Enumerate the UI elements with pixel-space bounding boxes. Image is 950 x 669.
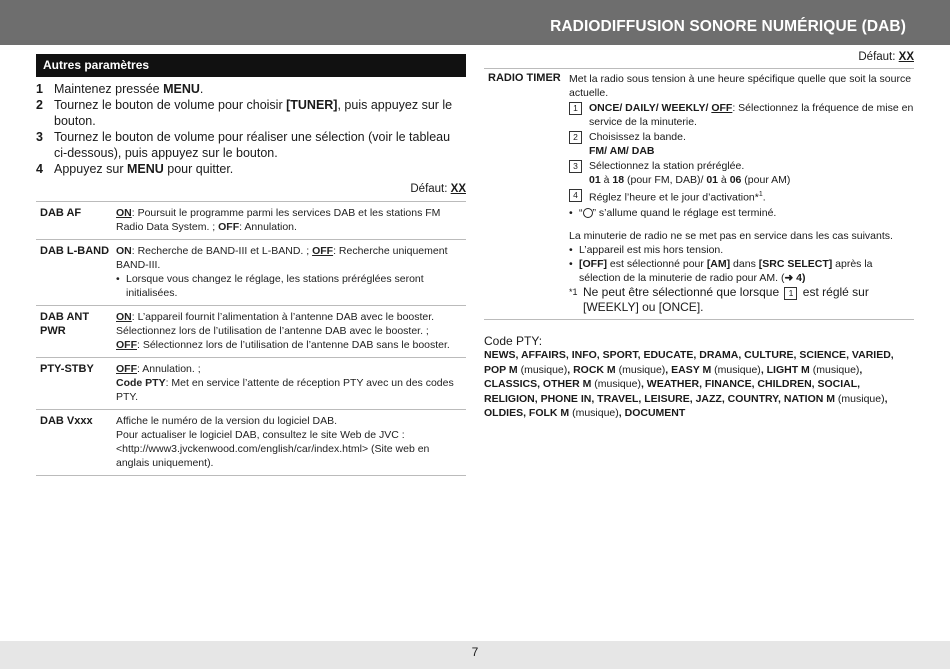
step-number-box: 1 bbox=[784, 287, 797, 300]
step-4: 4 Appuyez sur MENU pour quitter. bbox=[36, 162, 234, 176]
row-key: PTY-STBY bbox=[36, 358, 112, 410]
step-3: 3 Tournez le bouton de volume pour réaliser une sélection (voir le tableau ci-dessous), puis appuyez sur le bouton. bbox=[36, 130, 451, 160]
step-number-box: 3 bbox=[569, 160, 582, 173]
table-row bbox=[36, 410, 466, 476]
step-number-box: 1 bbox=[569, 102, 582, 115]
row-value: Met la radio sous tension à une heure spécifique quelle que soit la source actuelle. 1 ONCE/ DAILY/ WEEKLY/ OFF: Sélectionnez la fréquence de mise en service de la minuterie. 2 Choisissez la bande. FM/ AM/ DAB 3 Sélectionnez la station préréglée. 01 à 18 (pour FM, DAB)/ 01 à 06 (pour AM) 4 Réglez l’heure et le jour d’activation*$^1$. • “ ” s’allume quand le réglage est terminé. La minuterie de radio ne se met pas en service dans les cas suivants. • L’appareil est mis hors tension. • [OFF] est sélectionné pour [AM] dans [SRC SELECT] après la sélection de la minuterie de radio pour AM. (➜ 4) *1 Ne peut être sélectionné que lorsque 1 est réglé sur [WEEKLY] ou [ONCE]. bbox=[569, 73, 914, 314]
step-1: 1 Maintenez pressée MENU. bbox=[36, 82, 204, 96]
pty-codes: Code PTY: NEWS, AFFAIRS, INFO, SPORT, EDUCATE, DRAMA, CULTURE, SCIENCE, VARIED, POP M (musique), ROCK M (musique), EASY M (musique), LIGHT M (musique), CLASSICS, OTHER M (musique), WEATHER, FINANCE, CHILDREN, SOCIAL, RELIGION, PHONE IN, TRAVEL, LEISURE, JAZZ, COUNTRY, NATION M (musique), OLDIES, FOLK M (musique), DOCUMENT bbox=[484, 333, 894, 419]
step-number-box: 4 bbox=[569, 189, 582, 202]
table-row bbox=[36, 202, 466, 240]
settings-table bbox=[36, 201, 466, 476]
row-key: RADIO TIMER bbox=[488, 72, 561, 84]
row-key: DAB Vxxx bbox=[36, 410, 112, 476]
page-title: RADIODIFFUSION SONORE NUMÉRIQUE (DAB) bbox=[550, 18, 906, 35]
footnote: *1 Ne peut être sélectionné que lorsque 1 est réglé sur [WEEKLY] ou [ONCE]. bbox=[569, 284, 869, 314]
page-number: 7 bbox=[471, 645, 479, 659]
row-key: DAB L-BAND bbox=[36, 240, 112, 306]
row-value: OFF: Annulation. ; Code PTY: Met en service l’attente de réception PTY avec un des codes PTY. bbox=[112, 358, 466, 410]
footer-bar bbox=[0, 641, 950, 669]
table-row bbox=[36, 358, 466, 410]
row-value: Affiche le numéro de la version du logiciel DAB. Pour actualiser le logiciel DAB, consultez le site Web de JVC : <http://www3.jvckenwood.com/english/car/index.html> (Site web en anglais uniquement). bbox=[112, 410, 466, 476]
row-key: DAB AF bbox=[36, 202, 112, 240]
row-value: ON: Poursuit le programme parmi les services DAB et les stations FM Radio Data System. ; OFF: Annulation. bbox=[112, 202, 466, 240]
clock-icon bbox=[583, 208, 593, 218]
row-value: ON: Recherche de BAND-III et L-BAND. ; OFF: Recherche uniquement BAND-III. • Lorsque vous changez le réglage, les stations préréglées seront initialisées. bbox=[112, 240, 466, 306]
row-value: ON: L’appareil fournit l’alimentation à l’antenne DAB avec le booster. Sélectionnez lors de l’utilisation de l’antenne DAB avec le booster. ; OFF: Sélectionnez lors de l’utilisation de l’antenne DAB sans le booster. bbox=[112, 306, 466, 358]
default-note: Défaut: XX bbox=[858, 51, 914, 63]
step-2: 2 Tournez le bouton de volume pour choisir [TUNER], puis appuyez sur le bouton. bbox=[36, 98, 453, 128]
row-key: DAB ANT PWR bbox=[36, 306, 112, 358]
table-row bbox=[36, 240, 466, 306]
right-column bbox=[484, 51, 914, 421]
left-column bbox=[36, 54, 466, 476]
step-number-box: 2 bbox=[569, 131, 582, 144]
table-row bbox=[36, 306, 466, 358]
steps-list bbox=[36, 81, 466, 177]
section-title: Autres paramètres bbox=[36, 54, 466, 77]
radio-timer-row bbox=[484, 68, 914, 320]
default-note: Défaut: XX bbox=[410, 183, 466, 195]
header-bar bbox=[0, 0, 950, 45]
